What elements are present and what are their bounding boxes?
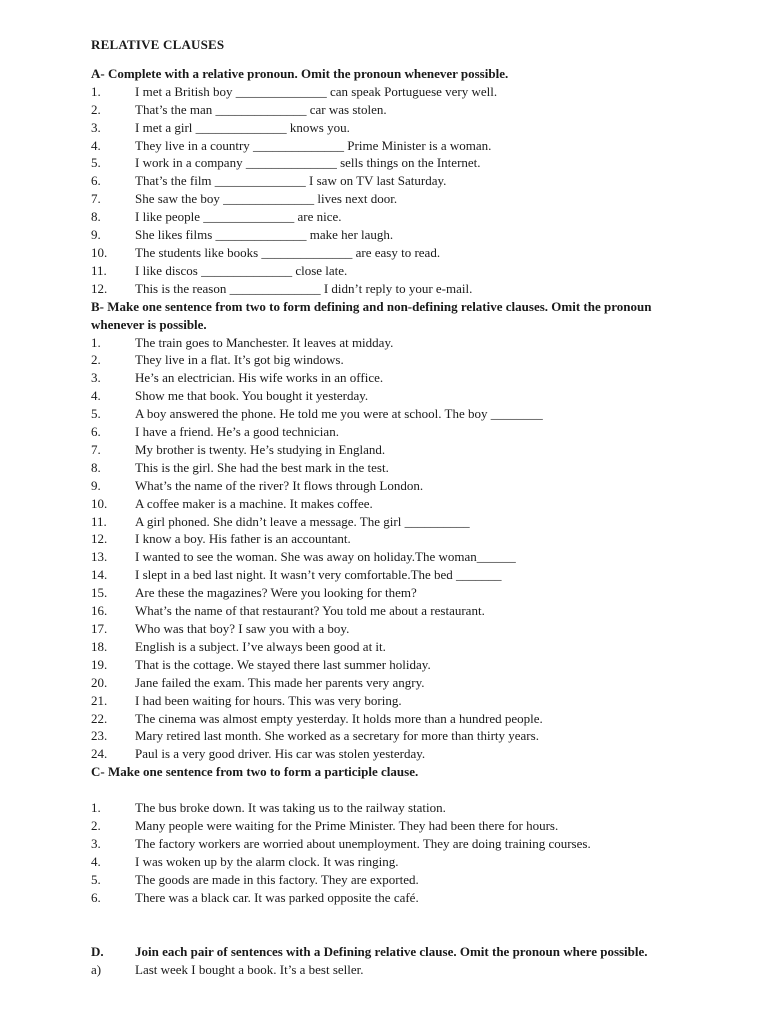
item-number: 5. bbox=[91, 406, 101, 422]
section-b-heading-cont: whenever is possible. bbox=[91, 316, 207, 332]
item-number: 10. bbox=[91, 495, 108, 511]
item-number: 4. bbox=[91, 388, 101, 404]
item-number: 13. bbox=[91, 549, 108, 565]
item-text: A girl phoned. She didn’t leave a message. The girl __________ bbox=[135, 513, 470, 529]
item-number: 4. bbox=[91, 137, 101, 153]
blank-line bbox=[91, 781, 751, 799]
list-item bbox=[91, 334, 751, 352]
section-c-list bbox=[91, 799, 751, 906]
item-text: I work in a company ______________ sells things on the Internet. bbox=[135, 155, 481, 171]
list-item bbox=[91, 495, 751, 513]
list-item bbox=[91, 172, 751, 190]
list-item bbox=[91, 262, 751, 280]
item-text: The goods are made in this factory. They are exported. bbox=[135, 871, 419, 887]
list-item bbox=[91, 513, 751, 531]
section-d-list bbox=[91, 961, 751, 979]
list-item bbox=[91, 656, 751, 674]
item-number: 1. bbox=[91, 83, 101, 99]
item-text: Jane failed the exam. This made her parents very angry. bbox=[135, 674, 425, 690]
item-number: 21. bbox=[91, 692, 108, 708]
section-a-list bbox=[91, 83, 751, 298]
list-item bbox=[91, 745, 751, 763]
item-text: That’s the man ______________ car was stolen. bbox=[135, 101, 387, 117]
list-item bbox=[91, 853, 751, 871]
section-d-heading bbox=[91, 943, 751, 961]
item-text: The students like books ______________ are easy to read. bbox=[135, 244, 441, 260]
item-number: 10. bbox=[91, 244, 108, 260]
list-item bbox=[91, 387, 751, 405]
item-text: Many people were waiting for the Prime Minister. They had been there for hours. bbox=[135, 818, 559, 834]
item-number: 20. bbox=[91, 674, 108, 690]
item-text: Who was that boy? I saw you with a boy. bbox=[135, 621, 350, 636]
section-b-heading: B- Make one sentence from two to form defining and non-defining relative clauses. Omit the pronoun bbox=[91, 298, 652, 314]
list-item bbox=[91, 83, 751, 101]
section-d-label: D. bbox=[91, 943, 104, 959]
item-number: 5. bbox=[91, 871, 101, 887]
item-number: 3. bbox=[91, 835, 101, 851]
item-number: 9. bbox=[91, 477, 101, 493]
item-text: Last week I bought a book. It’s a best seller. bbox=[135, 961, 364, 977]
item-text: The bus broke down. It was taking us to the railway station. bbox=[135, 800, 446, 816]
list-item bbox=[91, 441, 751, 459]
section-d-heading-text: Join each pair of sentences with a Defining relative clause. Omit the pronoun where possible. bbox=[135, 943, 648, 959]
item-text: This is the girl. She had the best mark in the test. bbox=[135, 459, 389, 475]
item-text: That is the cottage. We stayed there last summer holiday. bbox=[135, 656, 431, 672]
item-text: What’s the name of that restaurant? You told me about a restaurant. bbox=[135, 603, 485, 619]
list-item bbox=[91, 405, 751, 423]
item-text: The cinema was almost empty yesterday. It holds more than a hundred people. bbox=[135, 710, 543, 726]
list-item bbox=[91, 727, 751, 745]
item-text: They live in a country ______________ Prime Minister is a woman. bbox=[135, 137, 492, 153]
item-number: 8. bbox=[91, 459, 101, 475]
item-text: This is the reason ______________ I didn’t reply to your e-mail. bbox=[135, 280, 473, 296]
item-text: Are these the magazines? Were you looking for them? bbox=[135, 585, 417, 601]
item-text: I like people ______________ are nice. bbox=[135, 209, 342, 225]
list-item bbox=[91, 119, 751, 137]
item-text: A coffee maker is a machine. It makes coffee. bbox=[135, 495, 373, 511]
list-item bbox=[91, 369, 751, 387]
item-number: 5. bbox=[91, 155, 101, 171]
list-item bbox=[91, 620, 751, 638]
list-item bbox=[91, 710, 751, 728]
item-text: She likes films ______________ make her laugh. bbox=[135, 227, 394, 243]
list-item bbox=[91, 835, 751, 853]
section-b-list bbox=[91, 334, 751, 764]
list-item bbox=[91, 817, 751, 835]
item-text: The factory workers are worried about unemployment. They are doing training courses. bbox=[135, 835, 591, 851]
item-text: He’s an electrician. His wife works in an office. bbox=[135, 370, 384, 386]
item-text: What’s the name of the river? It flows through London. bbox=[135, 477, 424, 493]
list-item bbox=[91, 280, 751, 298]
item-number: 17. bbox=[91, 621, 108, 636]
item-number: 3. bbox=[91, 370, 101, 386]
item-text: English is a subject. I’ve always been good at it. bbox=[135, 638, 386, 654]
list-item bbox=[91, 208, 751, 226]
item-text: I had been waiting for hours. This was very boring. bbox=[135, 692, 402, 708]
item-number: 8. bbox=[91, 209, 101, 225]
section-c-heading: C- Make one sentence from two to form a participle clause. bbox=[91, 764, 419, 780]
item-number: 12. bbox=[91, 531, 108, 547]
item-number: 4. bbox=[91, 853, 101, 869]
list-item bbox=[91, 638, 751, 656]
item-text: I was woken up by the alarm clock. It was ringing. bbox=[135, 853, 399, 869]
worksheet-page bbox=[91, 36, 751, 978]
list-item bbox=[91, 137, 751, 155]
list-item bbox=[91, 566, 751, 584]
item-number: 6. bbox=[91, 173, 101, 189]
list-item bbox=[91, 477, 751, 495]
item-text: That’s the film ______________ I saw on TV last Saturday. bbox=[135, 173, 447, 189]
section-a-heading: A- Complete with a relative pronoun. Omit the pronoun whenever possible. bbox=[91, 65, 509, 81]
item-text: I like discos ______________ close late. bbox=[135, 262, 348, 278]
item-number: 11. bbox=[91, 262, 107, 278]
list-item bbox=[91, 584, 751, 602]
item-number: 6. bbox=[91, 424, 101, 440]
item-number: 15. bbox=[91, 585, 108, 601]
list-item bbox=[91, 226, 751, 244]
item-number: 7. bbox=[91, 191, 101, 207]
list-item bbox=[91, 154, 751, 172]
item-text: I met a British boy ______________ can speak Portuguese very well. bbox=[135, 83, 498, 99]
item-text: I slept in a bed last night. It wasn’t very comfortable.The bed _______ bbox=[135, 567, 502, 583]
item-text: The train goes to Manchester. It leaves at midday. bbox=[135, 334, 394, 350]
item-text: My brother is twenty. He’s studying in England. bbox=[135, 441, 386, 457]
list-item bbox=[91, 244, 751, 262]
list-item bbox=[91, 101, 751, 119]
item-text: Paul is a very good driver. His car was stolen yesterday. bbox=[135, 746, 426, 762]
item-number: 1. bbox=[91, 334, 101, 350]
item-number: 16. bbox=[91, 603, 108, 619]
item-text: I met a girl ______________ knows you. bbox=[135, 119, 350, 135]
list-item bbox=[91, 799, 751, 817]
item-number: a) bbox=[91, 961, 102, 977]
item-number: 3. bbox=[91, 119, 101, 135]
item-text: They live in a flat. It’s got big windows. bbox=[135, 352, 344, 368]
item-text: A boy answered the phone. He told me you were at school. The boy ________ bbox=[135, 406, 543, 422]
list-item bbox=[91, 961, 751, 979]
item-number: 18. bbox=[91, 638, 108, 654]
item-number: 14. bbox=[91, 567, 108, 583]
item-number: 2. bbox=[91, 352, 101, 368]
item-number: 23. bbox=[91, 728, 108, 744]
list-item bbox=[91, 423, 751, 441]
list-item bbox=[91, 674, 751, 692]
worksheet-title: RELATIVE CLAUSES bbox=[91, 37, 225, 52]
item-number: 11. bbox=[91, 513, 107, 529]
item-number: 24. bbox=[91, 746, 108, 762]
item-number: 22. bbox=[91, 710, 108, 726]
item-text: She saw the boy ______________ lives next door. bbox=[135, 191, 398, 207]
item-text: I wanted to see the woman. She was away on holiday.The woman______ bbox=[135, 549, 516, 565]
item-number: 9. bbox=[91, 227, 101, 243]
list-item bbox=[91, 692, 751, 710]
item-number: 12. bbox=[91, 280, 108, 296]
list-item bbox=[91, 548, 751, 566]
item-text: I have a friend. He’s a good technician. bbox=[135, 424, 339, 440]
item-text: There was a black car. It was parked opposite the café. bbox=[135, 889, 419, 905]
item-text: Show me that book. You bought it yesterday. bbox=[135, 388, 369, 404]
blank-lines bbox=[91, 907, 751, 943]
list-item bbox=[91, 871, 751, 889]
list-item bbox=[91, 889, 751, 907]
item-number: 2. bbox=[91, 818, 101, 834]
list-item bbox=[91, 530, 751, 548]
item-number: 6. bbox=[91, 889, 101, 905]
list-item bbox=[91, 459, 751, 477]
list-item bbox=[91, 351, 751, 369]
item-number: 1. bbox=[91, 800, 101, 816]
item-text: I know a boy. His father is an accountant. bbox=[135, 531, 351, 547]
item-number: 19. bbox=[91, 656, 108, 672]
list-item bbox=[91, 190, 751, 208]
list-item bbox=[91, 602, 751, 620]
item-text: Mary retired last month. She worked as a secretary for more than thirty years. bbox=[135, 728, 539, 744]
item-number: 2. bbox=[91, 101, 101, 117]
item-number: 7. bbox=[91, 441, 101, 457]
